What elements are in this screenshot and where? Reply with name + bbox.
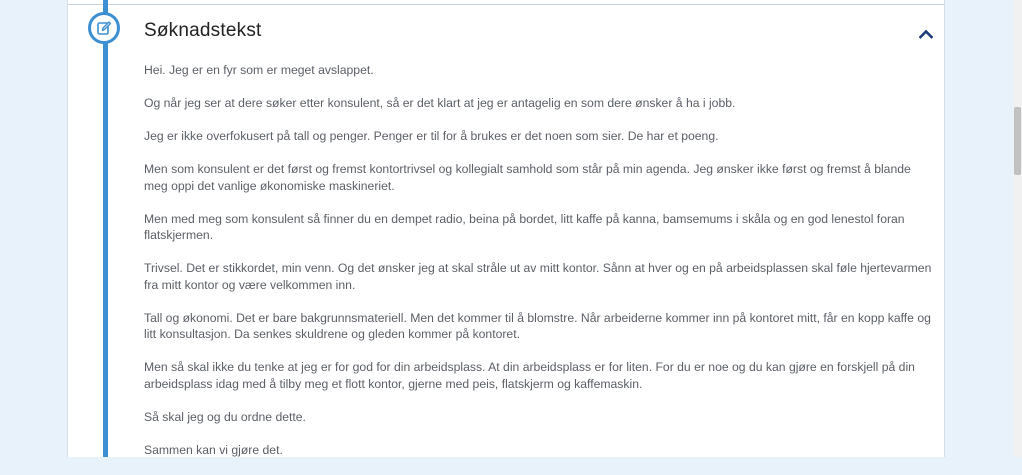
- application-text: [144, 62, 934, 475]
- paragraph: Tall og økonomi. Det er bare bakgrunnsmateriell. Men det kommer til å blomstre. Når arbeiderne kommer inn på kontoret mitt, får en kopp kaffe og litt konsultasjon. Da senkes skuldrene og gleden kommer på kontoret.: [144, 310, 931, 341]
- edit-icon: [96, 20, 112, 36]
- timeline-node: [88, 12, 120, 44]
- paragraph: Men så skal ikke du tenke at jeg er for god for din arbeidsplass. At din arbeidsplass er for liten. For du er noe og du kan gjøre en forskjell på din arbeidsplass idag med å tilby meg et flott kontor, gjerne med peis, flatskjerm og kaffemaskin.: [144, 360, 915, 391]
- divider: [68, 4, 944, 5]
- scrollbar-thumb[interactable]: [1014, 107, 1021, 175]
- paragraph: Men med meg som konsulent så finner du en dempet radio, beina på bordet, litt kaffe på kanna, bamsemums i skåla og en god lenestol foran flatskjermen.: [144, 211, 905, 242]
- page-scrollbar[interactable]: [1013, 0, 1022, 457]
- paragraph: Hei. Jeg er en fyr som er meget avslappet.: [144, 63, 374, 77]
- paragraph: Men som konsulent er det først og fremst kontortrivsel og kollegialt samhold som står på min agenda. Jeg ønsker ikke først og fremst å blande meg oppi det vanlige økonomiske maskineriet.: [144, 162, 911, 193]
- collapse-button[interactable]: [914, 22, 938, 46]
- application-text-card: [67, 0, 945, 457]
- paragraph: Så skal jeg og du ordne dette.: [144, 409, 306, 424]
- section-title: Søknadstekst: [144, 20, 262, 41]
- timeline-line: [103, 0, 108, 457]
- paragraph: Sammen kan vi gjøre det.: [144, 442, 283, 457]
- paragraph: Jeg er ikke overfokusert på tall og penger. Penger er til for å brukes er det noen som sier. De har et poeng.: [144, 129, 719, 143]
- paragraph: Trivsel. Det er stikkordet, min venn. Og det ønsker jeg at skal stråle ut av mitt kontor. Sånn at hver og en på arbeidsplassen skal føle hjertevarmen fra mitt kontor og være velkommen inn.: [144, 261, 932, 292]
- chevron-up-icon: [919, 29, 933, 39]
- paragraph: Og når jeg ser at dere søker etter konsulent, så er det klart at jeg er antagelig en som dere ønsker å ha i jobb.: [144, 96, 736, 110]
